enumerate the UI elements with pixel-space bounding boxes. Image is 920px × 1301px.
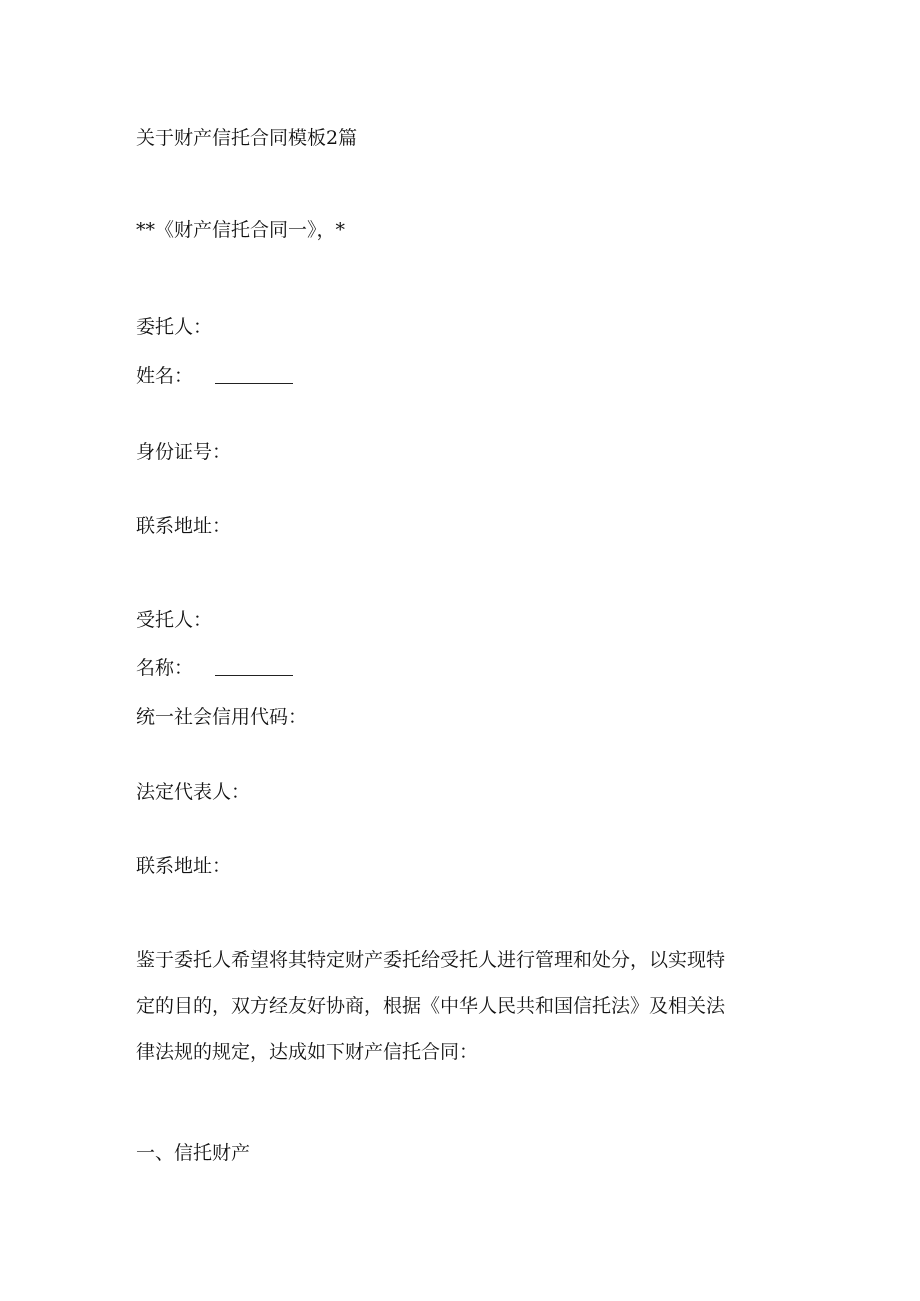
preamble-line: 定的目的，双方经友好协商，根据《中华人民共和国信托法》及相关法	[136, 995, 726, 1017]
trustor-heading: 委托人：	[136, 316, 213, 338]
trustor-name-row	[136, 364, 293, 388]
trustee-name-blank	[215, 674, 293, 676]
trustor-name-blank	[215, 382, 293, 384]
trustee-legal-rep-label: 法定代表人：	[136, 781, 251, 803]
trustor-name-label: 姓名：	[136, 365, 194, 387]
section-heading: 一、信托财产	[136, 1142, 251, 1164]
preamble-paragraph	[136, 948, 786, 1086]
trustee-name-label: 名称：	[136, 657, 194, 679]
trustee-name-row	[136, 656, 293, 680]
document-title: 关于财产信托合同模板2篇	[136, 127, 358, 149]
trustee-credit-code-label: 统一社会信用代码：	[136, 706, 308, 728]
trustor-address-label: 联系地址：	[136, 515, 232, 537]
contract-subtitle: **《财产信托合同一》，*	[136, 219, 346, 241]
trustee-address-label: 联系地址：	[136, 855, 232, 877]
preamble-line: 律法规的规定，达成如下财产信托合同：	[136, 1041, 479, 1063]
preamble-line: 鉴于委托人希望将其特定财产委托给受托人进行管理和处分，以实现特	[136, 949, 726, 971]
trustor-id-label: 身份证号：	[136, 441, 232, 463]
trustee-heading: 受托人：	[136, 609, 213, 631]
